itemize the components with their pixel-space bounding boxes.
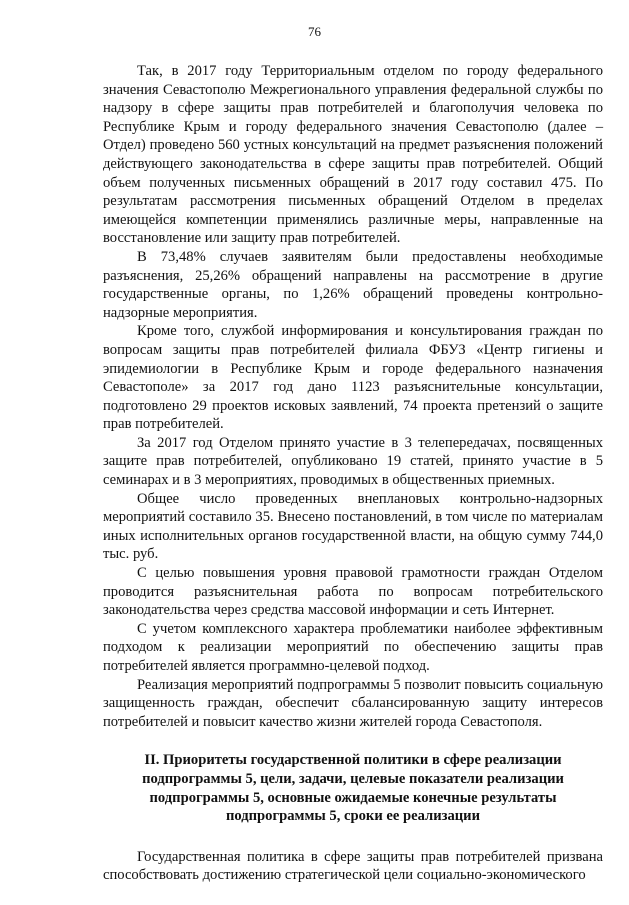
document-body: [103, 62, 603, 885]
paragraph-implementation: Реализация мероприятий подпрограммы 5 позволит повысить социальную защищенность граждан, обеспечит сбалансированную защиту интересов потребителей и повысит качество жизни жителей города Севастополя.: [103, 676, 603, 730]
paragraph-media-participation: За 2017 год Отделом принято участие в 3 телепередачах, посвященных защите прав потребителей, опубликовано 19 статей, принято участие в 5 семинарах и в 3 мероприятиях, проводимых в общественных приемных.: [103, 434, 603, 489]
paragraph-percentages: В 73,48% случаев заявителям были предоставлены необходимые разъяснения, 25,26% обращений направлены на рассмотрение в другие государственные органы, по 1,26% обращений проведены контрольно-надзорные мероприятия.: [103, 248, 603, 321]
section-heading: II. Приоритеты государственной политики в сфере реализации подпрограммы 5, цели, задачи, целевые показатели реализации подпрограммы 5, основные ожидаемые конечные результаты подпрограммы 5, сроки ее реализации: [142, 752, 564, 825]
paragraph-state-policy: Государственная политика в сфере защиты прав потребителей призвана способствовать достижению стратегической цели социально-экономического: [103, 848, 603, 884]
paragraph-information-service: Кроме того, службой информирования и консультирования граждан по вопросам защиты прав потребителей филиала ФБУЗ «Центр гигиены и эпидемиологии в Республике Крым и городе федерального назначения Севастополе» за 2017 год дано 1123 разъяснительные консультации, подготовлено 29 проектов исковых заявлений, 74 проекта претензий о защите прав потребителей.: [103, 323, 603, 433]
paragraph-inspections: Общее число проведенных внеплановых контрольно-надзорных мероприятий составило 35. Внесено постановлений, в том числе по материалам иных исполнительных органов государственной власти, на общую сумму 744,0 тыс. руб.: [103, 490, 603, 563]
paragraph-consultations: Так, в 2017 году Территориальным отделом по городу федерального значения Севастополю Межрегионального управления федеральной службы по надзору в сфере защиты прав потребителей и благополучия человека по Республике Крым и городу федерального значения Севастополю (далее – Отдел) проведено 560 устных консультаций на предмет разъяснения положений действующего законодательства в сфере защиты прав потребителей. Общий объем полученных письменных обращений в 2017 году составил 475. По результатам рассмотрения письменных обращений Отделом в пределах имеющейся компетенции применялись различные меры, направленные на восстановление или защиту прав потребителей.: [103, 63, 603, 247]
page-number: 76: [308, 24, 321, 39]
paragraph-program-approach: С учетом комплексного характера проблематики наиболее эффективным подходом к реализации мероприятий по обеспечению защиты прав потребителей является программно-целевой подход.: [103, 620, 603, 674]
paragraph-legal-literacy: С целью повышения уровня правовой грамотности граждан Отделом проводится разъяснительная работа по вопросам потребительского законодательства через средства массовой информации и сеть Интернет.: [103, 565, 603, 619]
